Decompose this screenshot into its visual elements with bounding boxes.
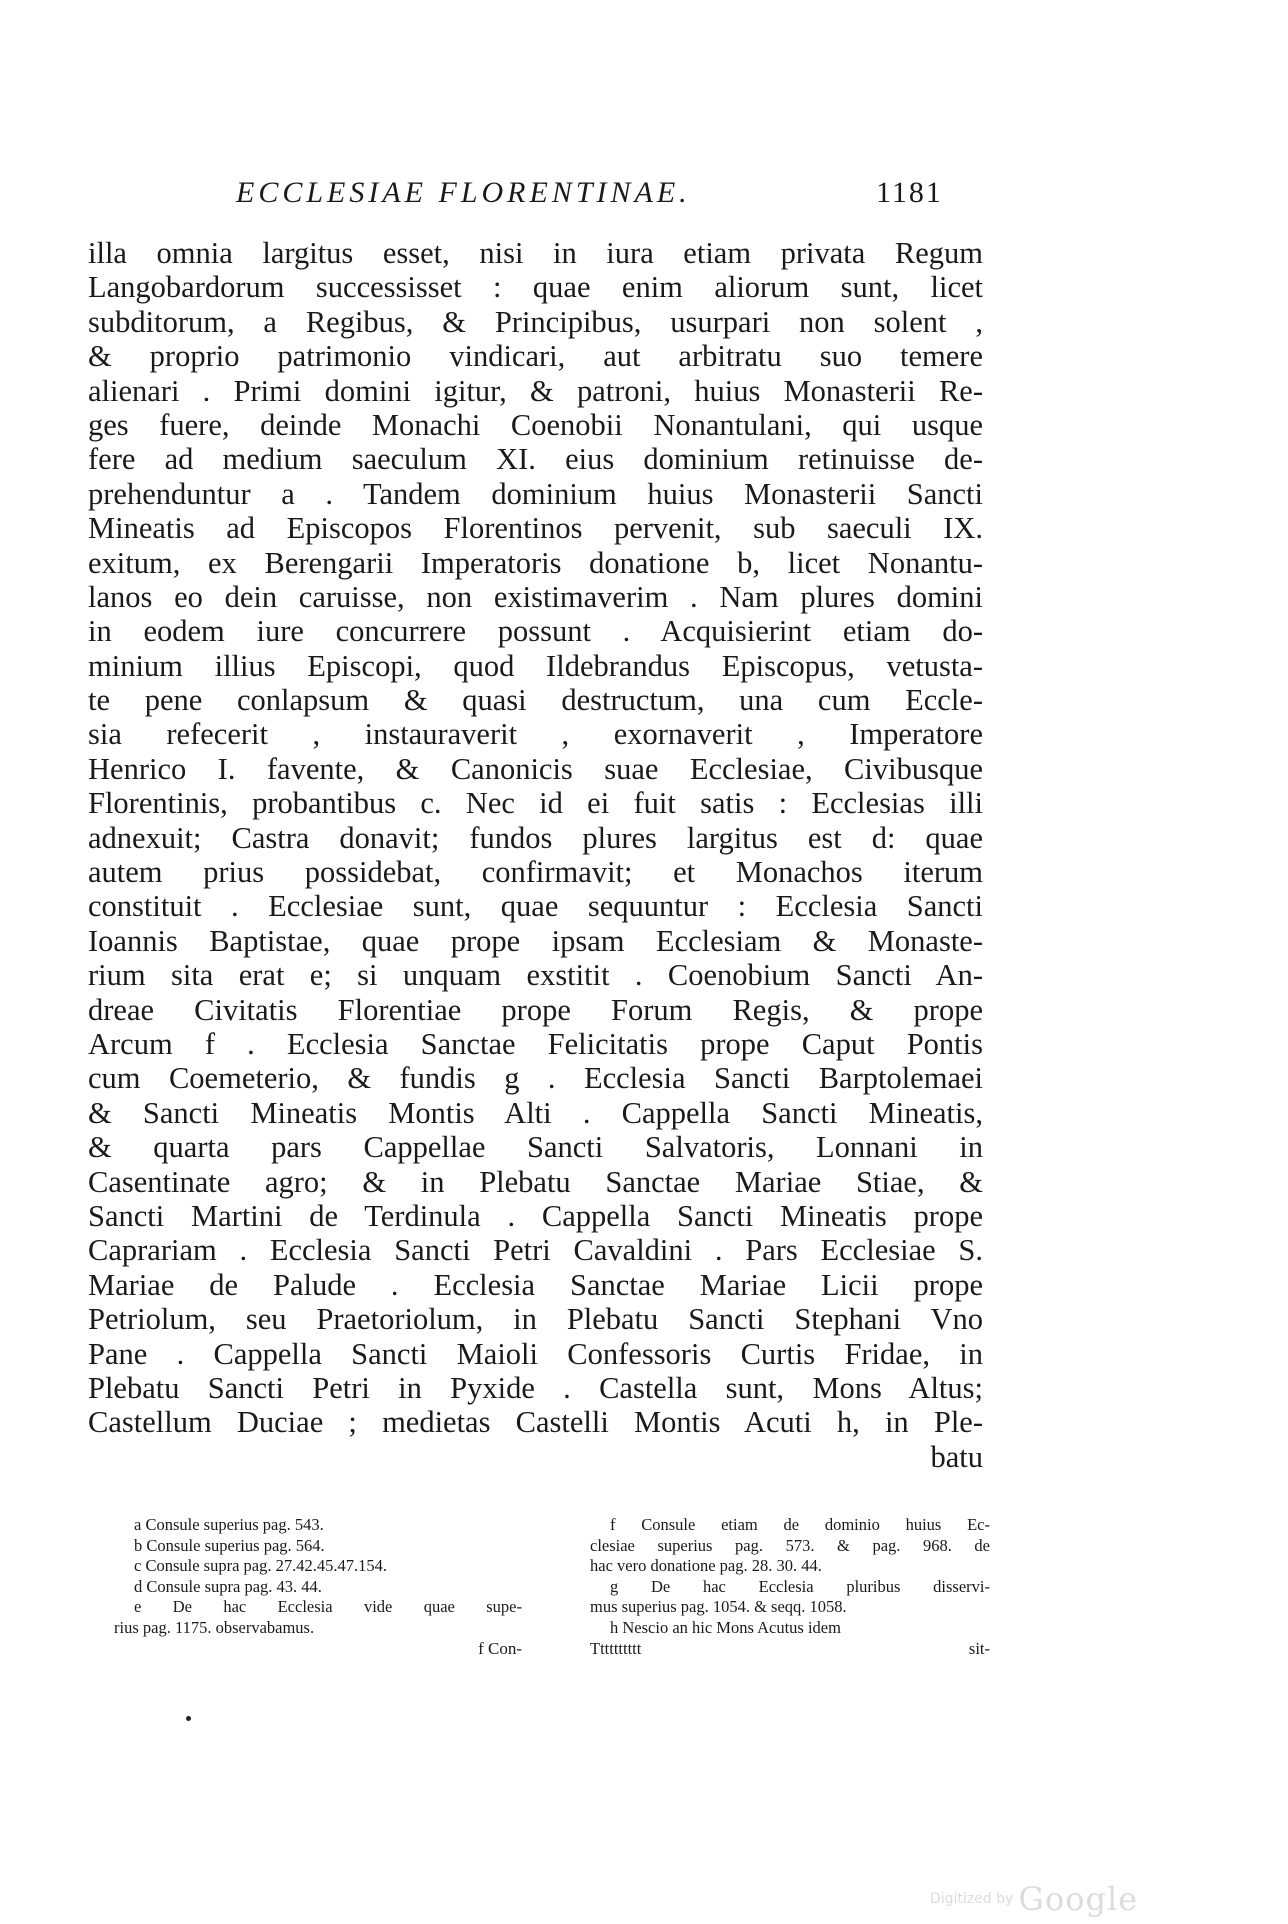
text-line: sia refecerit , instauraverit , exornaverit , Imperatore (88, 717, 983, 752)
footnotes-right (590, 1515, 990, 1659)
text-line: Casentinate agro; & in Plebatu Sanctae Mariae Stiae, & (88, 1164, 983, 1199)
footnote-b: b Consule superius pag. 564. (134, 1535, 325, 1555)
text-line: illa omnia largitus esset, nisi in iura etiam privata Regum (88, 236, 983, 270)
text-line: prehenduntur a . Tandem dominium huius Monasterii Sancti (88, 476, 983, 511)
text-line: Henrico I. favente, & Canonicis suae Ecclesiae, Civibusque (88, 751, 983, 786)
text-line: Sancti Martini de Terdinula . Cappella Sancti Mineatis prope (88, 1198, 983, 1233)
footnote-f-cont: clesiae superius pag. 573. & pag. 968. de (590, 1535, 990, 1555)
text-line: minium illius Episcopi, quod Ildebrandus Episcopus, vetusta- (88, 648, 983, 683)
text-line: Arcum f . Ecclesia Sanctae Felicitatis prope Caput Pontis (88, 1026, 983, 1061)
text-line: dreae Civitatis Florentiae prope Forum Regis, & prope (88, 992, 983, 1027)
footnote-g-cont: mus superius pag. 1054. & seqq. 1058. (590, 1597, 847, 1617)
footnote-e: e De hac Ecclesia vide quae supe- (134, 1597, 522, 1617)
text-line: alienari . Primi domini igitur, & patroni, huius Monasterii Re- (88, 373, 983, 408)
text-line: Florentinis, probantibus c. Nec id ei fuit satis : Ecclesias illi (88, 786, 983, 821)
text-line: adnexuit; Castra donavit; fundos plures largitus est d: quae (88, 820, 983, 855)
footnote-c: c Consule supra pag. 27.42.45.47.154. (134, 1556, 387, 1576)
watermark-brand: Google (1018, 1880, 1139, 1918)
footnote-h-catchword: sit- (968, 1638, 990, 1658)
footnote-f-cont: hac vero donatione pag. 28. 30. 44. (590, 1556, 822, 1576)
footnote-e-cont: rius pag. 1175. observabamus. (114, 1617, 315, 1637)
text-line: & Sancti Mineatis Montis Alti . Cappella Sancti Mineatis, (88, 1095, 983, 1130)
text-line: exitum, ex Berengarii Imperatoris donatione b, licet Nonantu- (88, 545, 983, 580)
text-line: autem prius possidebat, confirmavit; et Monachos iterum (88, 855, 983, 890)
body-text (88, 236, 983, 1474)
footnotes-left (114, 1515, 522, 1659)
running-title: ECCLESIAE FLORENTINAE. (236, 176, 691, 209)
catchword: batu (930, 1439, 983, 1474)
text-line: cum Coemeterio, & fundis g . Ecclesia Sancti Barptolemaei (88, 1061, 983, 1096)
text-line: Langobardorum successisset : quae enim aliorum sunt, licet (88, 270, 983, 305)
page-number: 1181 (876, 176, 943, 209)
signature-mark (590, 1639, 990, 1660)
running-head (88, 176, 988, 220)
digitization-watermark (930, 1880, 1138, 1918)
text-line: Mariae de Palude . Ecclesia Sanctae Mariae Licii prope (88, 1267, 983, 1302)
footnote-a: a Consule superius pag. 543. (134, 1515, 324, 1534)
text-line: ges fuere, deinde Monachi Coenobii Nonantulani, qui usque (88, 407, 983, 442)
text-line: Caprariam . Ecclesia Sancti Petri Cavaldini . Pars Ecclesiae S. (88, 1233, 983, 1268)
ink-speck (186, 1716, 191, 1721)
text-line: Petriolum, seu Praetoriolum, in Plebatu Sancti Stephani Vno (88, 1302, 983, 1337)
text-line: & quarta pars Cappellae Sancti Salvatoris, Lonnani in (88, 1130, 983, 1165)
signature-letters: Tttttttttt (590, 1638, 642, 1658)
text-line: lanos eo dein caruisse, non existimaverim . Nam plures domini (88, 579, 983, 614)
footnote-h: h Nescio an hic Mons Acutus idem (610, 1617, 841, 1637)
footnote-f: f Consule etiam de dominio huius Ec- (610, 1515, 990, 1534)
footnote-catchword: f Con- (478, 1638, 522, 1658)
text-line: Mineatis ad Episcopos Florentinos pervenit, sub saeculi IX. (88, 511, 983, 546)
text-line: subditorum, a Regibus, & Principibus, usurpari non solent , (88, 304, 983, 339)
text-line: & proprio patrimonio vindicari, aut arbitratu suo temere (88, 339, 983, 374)
text-line: Castellum Duciae ; medietas Castelli Montis Acuti h, in Ple- (88, 1405, 983, 1440)
watermark-prefix: Digitized by (930, 1891, 1014, 1907)
text-line: Plebatu Sancti Petri in Pyxide . Castella sunt, Mons Altus; (88, 1370, 983, 1405)
text-line: Pane . Cappella Sancti Maioli Confessoris Curtis Fridae, in (88, 1336, 983, 1371)
text-line: in eodem iure concurrere possunt . Acquisierint etiam do- (88, 614, 983, 649)
footnote-d: d Consule supra pag. 43. 44. (134, 1576, 322, 1596)
text-line: rium sita erat e; si unquam exstitit . Coenobium Sancti An- (88, 958, 983, 993)
text-line: constituit . Ecclesiae sunt, quae sequuntur : Ecclesia Sancti (88, 889, 983, 924)
footnote-g: g De hac Ecclesia pluribus disservi- (610, 1576, 990, 1596)
text-line: te pene conlapsum & quasi destructum, una cum Eccle- (88, 683, 983, 718)
text-line: Ioannis Baptistae, quae prope ipsam Ecclesiam & Monaste- (88, 923, 983, 958)
text-line: fere ad medium saeculum XI. eius dominium retinuisse de- (88, 442, 983, 477)
